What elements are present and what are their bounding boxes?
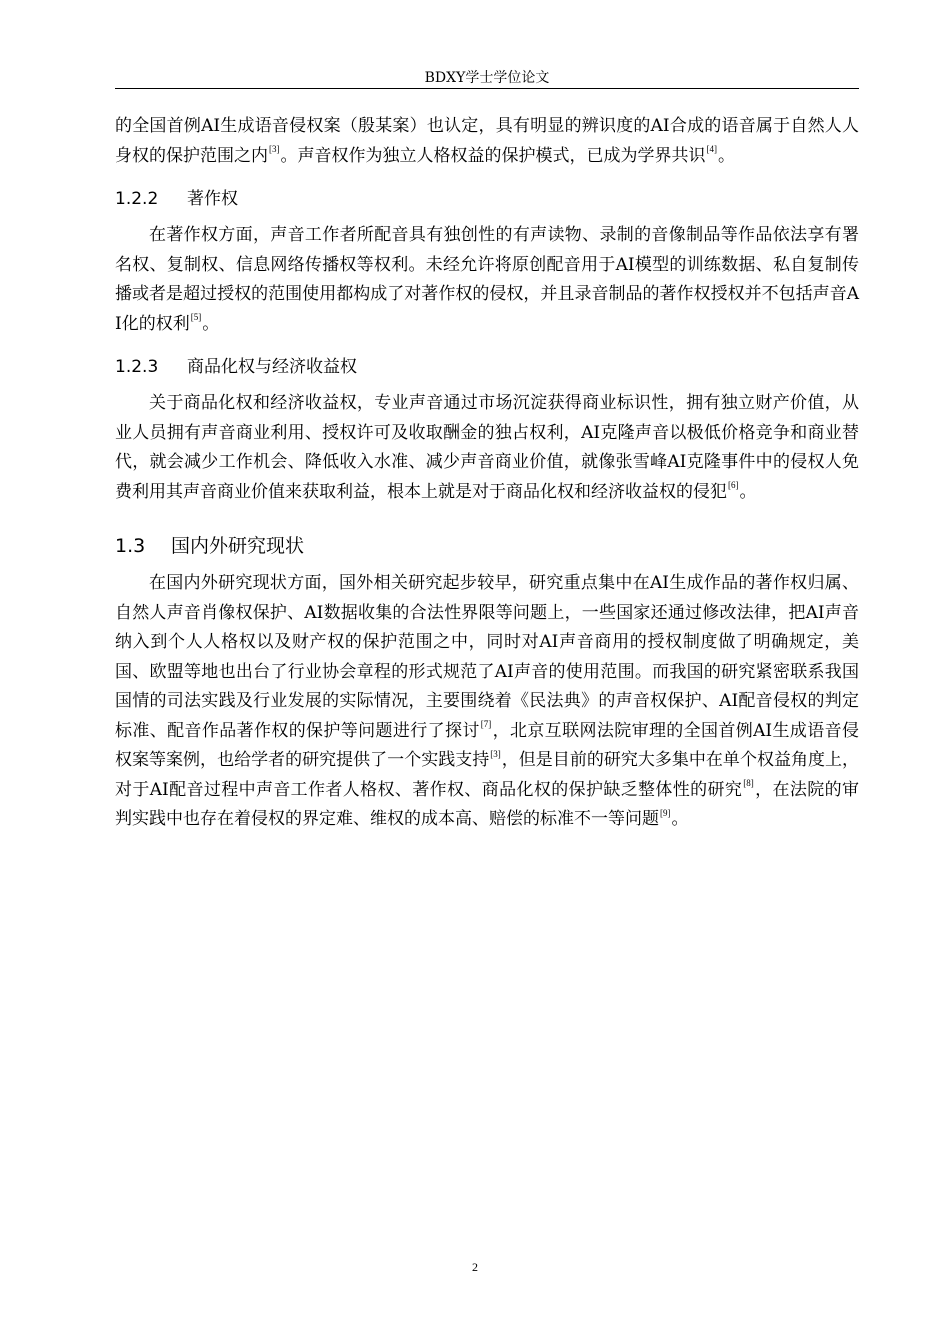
paragraph-4: [115, 569, 859, 835]
section-number: 1.2.2: [115, 189, 159, 209]
text-run: 在国内外研究现状方面，国外相关研究起步较早，研究重点集中在AI生成作品的著作权归属、自然人声音肖像权保护、AI数据收集的合法性界限等问题上，一些国家还通过修改法律，把AI声音纳入到个人人格权以及财产权的保护范围之中，同时对AI声音商用的授权制度做了明确规定，美国、欧盟等地也出台了行业协会章程的形式规范了AI声音的使用范围。而我国的研究紧密联系我国国情的司法实践及行业发展的实际情况，主要围绕着《民法典》的声音权保护、AI配音侵权的判定标准、配音作品著作权的保护等问题进行了探讨: [115, 573, 859, 741]
paragraph-2: [115, 221, 859, 339]
text-run: 。: [718, 145, 735, 166]
text-run: ，在法院的审判实践中也存在着侵权的界定难、维权的成本高、赔偿的标准不一等问题: [115, 779, 859, 829]
text-run: 的全国首例AI生成语音侵权案（殷某案）也认定，具有明显的辨识度的AI合成的语音属于自然人人身权的保护范围之内: [115, 116, 859, 166]
citation-ref[interactable]: [4]: [706, 144, 717, 155]
text-run: 。声音权作为独立人格权益的保护模式，已成为学界共识: [280, 145, 706, 166]
text-run: 。: [739, 481, 757, 502]
section-title: 商品化权与经济收益权: [187, 357, 357, 377]
text-run: ，但是目前的研究大多集中在单个权益角度上，对于AI配音过程中声音工作者人格权、著作权、商品化权的保护缺乏整体性的研究: [115, 750, 860, 800]
citation-ref[interactable]: [7]: [480, 719, 492, 730]
text-run: 。: [671, 809, 689, 829]
citation-ref[interactable]: [5]: [190, 312, 202, 323]
citation-ref[interactable]: [8]: [743, 778, 754, 789]
citation-ref[interactable]: [9]: [660, 807, 671, 818]
citation-ref[interactable]: [3]: [269, 144, 280, 155]
section-heading-1-3: [115, 533, 859, 559]
text-run: 。: [202, 313, 220, 334]
section-title: 著作权: [187, 189, 238, 209]
section-number: 1.3: [115, 535, 146, 557]
paragraph-3: [115, 389, 859, 507]
text-run: 在著作权方面，声音工作者所配音具有独创性的有声读物、录制的音像制品等作品依法享有署名权、复制权、信息网络传播权等权利。未经允许将原创配音用于AI模型的训练数据、私自复制传播或者是超过授权的范围使用都构成了对著作权的侵权，并且录音制品的著作权授权并不包括声音AI化的权利: [115, 225, 859, 334]
citation-ref[interactable]: [3]: [490, 748, 501, 759]
section-heading-1-2-2: [115, 187, 859, 211]
page-number: 2: [472, 1260, 478, 1274]
paragraph-1: [115, 112, 859, 171]
citation-ref[interactable]: [6]: [728, 480, 739, 491]
section-number: 1.2.3: [115, 357, 159, 377]
text-run: ，北京互联网法院审理的全国首例AI生成语音侵权案等案例，也给学者的研究提供了一个实践支持: [115, 720, 859, 770]
running-header: BDXY学士学位论文: [424, 70, 550, 86]
text-run: 关于商品化权和经济收益权，专业声音通过市场沉淀获得商业标识性，拥有独立财产价值，从业人员拥有声音商业利用、授权许可及收取酬金的独占权利，AI克隆声音以极低价格竞争和商业替代，就会减少工作机会、降低收入水准、减少声音商业价值，就像张雪峰AI克隆事件中的侵权人免费利用其声音商业价值来获取利益，根本上就是对于商品化权和经济收益权的侵犯: [115, 393, 859, 502]
section-heading-1-2-3: [115, 355, 859, 379]
section-title: 国内外研究现状: [171, 535, 305, 557]
header-rule: [115, 88, 859, 89]
page-content: [115, 112, 859, 835]
